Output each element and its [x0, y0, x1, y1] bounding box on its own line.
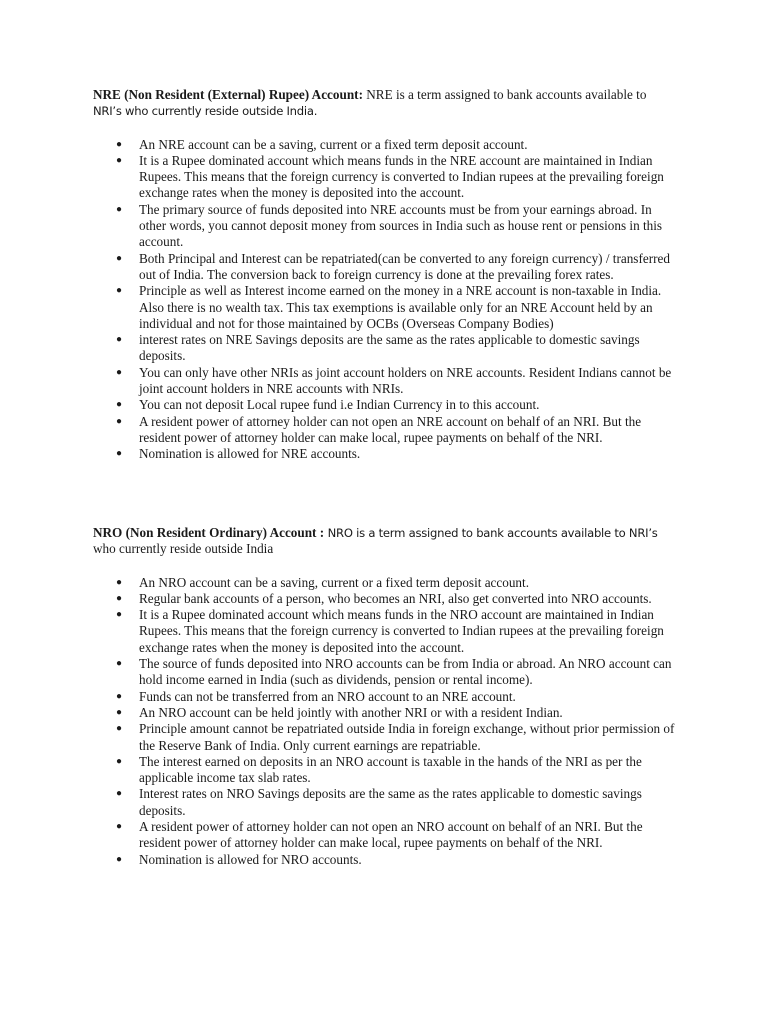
bullet-icon: ● [116, 399, 123, 411]
bullet-icon: ● [116, 366, 123, 378]
list-item: ● The source of funds deposited into NRO accounts can be from India or abroad. An NRO account can hold income earned in India (such as dividends, pension or rental income). [116, 656, 672, 688]
list-item: ● Nomination is allowed for NRE accounts. [116, 446, 361, 462]
nre-definition-continued: NRI’s who currently reside outside India. [93, 104, 318, 119]
list-item: ● Nomination is allowed for NRO accounts. [116, 851, 362, 867]
list-item: ● An NRE account can be a saving, current or a fixed term deposit account. [116, 136, 528, 152]
bullet-icon: ● [116, 853, 123, 865]
list-item: ● Funds can not be transferred from an NRO account to an NRE account. [116, 688, 516, 704]
bullet-icon: ● [116, 138, 123, 150]
list-item: ● It is a Rupee dominated account which means funds in the NRO account are maintained in Indian Rupees. This means that the foreign currency is converted to Indian rupees at the prevailing foreign exchange rates when the money is deposited into the account. [116, 607, 664, 655]
bullet-icon: ● [116, 723, 123, 735]
nre-intro [93, 87, 673, 120]
list-item: ● You can not deposit Local rupee fund i.e Indian Currency in to this account. [116, 397, 540, 413]
list-item: ● interest rates on NRE Savings deposits are the same as the rates applicable to domestic savings deposits. [116, 332, 640, 364]
list-item: ● An NRO account can be held jointly with another NRI or with a resident Indian. [116, 704, 563, 720]
bullet-icon: ● [116, 576, 123, 588]
bullet-icon: ● [116, 154, 123, 166]
nro-intro [93, 525, 673, 558]
bullet-icon: ● [116, 658, 123, 670]
nre-definition: NRE is a term assigned to bank accounts available to [362, 87, 647, 102]
list-item: ● An NRO account can be a saving, current or a fixed term deposit account. [116, 574, 529, 590]
bullet-icon: ● [116, 690, 123, 702]
list-item: ● It is a Rupee dominated account which means funds in the NRE account are maintained in Indian Rupees. This means that the foreign currency is converted to Indian rupees at the prevailing foreign exchange rates when the money is deposited into the account. [116, 152, 664, 201]
nro-section [93, 525, 678, 868]
list-item: ● A resident power of attorney holder can not open an NRO account on behalf of an NRI. But the resident power of attorney holder can make local, rupee payments on behalf of the NRI. [116, 819, 643, 851]
nre-term-heading: NRE (Non Resident (External) Rupee) Account: [93, 87, 363, 102]
bullet-icon: ● [116, 592, 123, 604]
bullet-icon: ● [116, 788, 123, 800]
list-item: ● The interest earned on deposits in an NRO account is taxable in the hands of the NRI as per the applicable income tax slab rates. [116, 753, 642, 786]
nro-bullet-list [93, 575, 678, 868]
bullet-icon: ● [116, 252, 123, 264]
list-item: ● A resident power of attorney holder can not open an NRE account on behalf of an NRI. But the resident power of attorney holder can make local, rupee payments on behalf of the NRI. [116, 413, 642, 445]
nro-definition-continued: who currently reside outside India [93, 541, 274, 557]
bullet-icon: ● [116, 203, 123, 215]
list-item: ● You can only have other NRIs as joint account holders on NRE accounts. Resident Indians cannot be joint account holders in NRE accounts with NRIs. [116, 364, 672, 397]
list-item: ● Principle amount cannot be repatriated outside India in foreign exchange, without prior permission of the Reserve Bank of India. Only current earnings are repatriable. [116, 721, 675, 753]
bullet-icon: ● [116, 706, 123, 718]
list-item: ● Regular bank accounts of a person, who becomes an NRI, also get converted into NRO accounts. [116, 590, 652, 606]
nre-bullet-list [93, 137, 678, 463]
list-item: ● The primary source of funds deposited into NRE accounts must be from your earnings abroad. In other words, you cannot deposit money from sources in India such as house rent or pensions in this account. [116, 201, 663, 250]
list-item: ● Interest rates on NRO Savings deposits are the same as the rates applicable to domestic savings deposits. [116, 786, 642, 818]
nro-term-heading: NRO (Non Resident Ordinary) Account : [93, 525, 325, 540]
bullet-icon: ● [116, 821, 123, 833]
bullet-icon: ● [116, 448, 123, 460]
bullet-icon: ● [116, 334, 123, 346]
nre-section [93, 87, 678, 463]
bullet-icon: ● [116, 415, 123, 427]
nro-definition: NRO is a term assigned to bank accounts available to NRI’s [324, 526, 658, 540]
list-item: ● Principle as well as Interest income earned on the money in a NRE account is non-taxable in India. Also there is no wealth tax. This tax exemptions is available only for an NRE Account held by an individual and not for those maintained by OCBs (Overseas Company Bodies) [116, 283, 662, 331]
bullet-icon: ● [116, 609, 123, 621]
list-item: ● Both Principal and Interest can be repatriated(can be converted to any foreign currency) / transferred out of India. The conversion back to foreign currency is done at the prevailing forex rates. [116, 250, 670, 282]
bullet-icon: ● [116, 285, 123, 297]
bullet-icon: ● [116, 755, 123, 767]
